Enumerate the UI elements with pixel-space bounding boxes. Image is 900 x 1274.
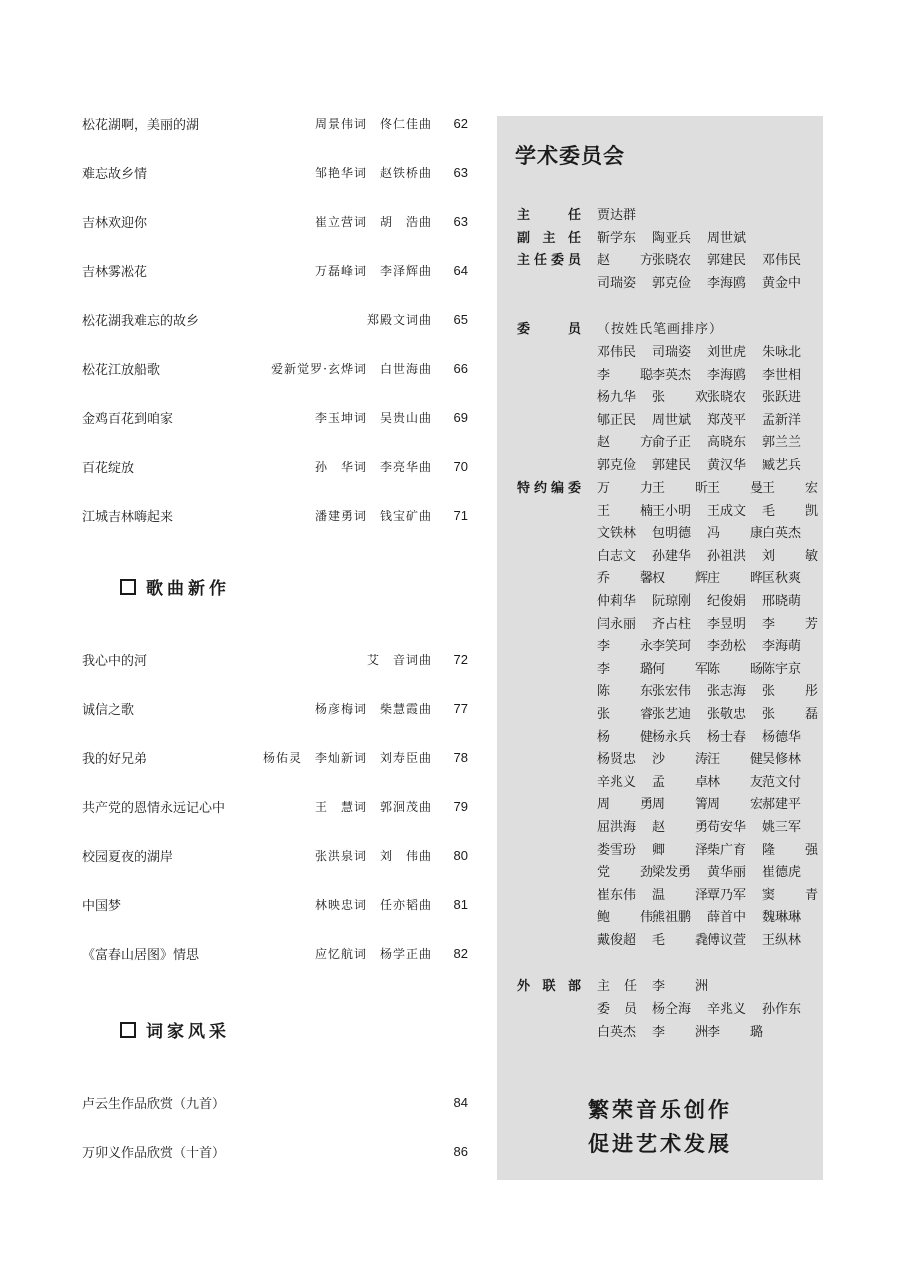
toc-entry-page: 63 (453, 213, 468, 229)
toc-entry-authors: 杨彦梅词 柴慧霞曲 (314, 701, 432, 716)
member-name: 刘世虎 (707, 345, 747, 360)
member-name: 张 彤 (762, 684, 818, 700)
toc-entry-authors: 邹艳华词 赵铁桥曲 (314, 165, 432, 180)
toc-entry-page: 71 (453, 507, 468, 523)
member-name: 郭建民 (652, 458, 692, 473)
member-name: 黄华丽 (707, 865, 747, 881)
member-name: 文铁林 (597, 526, 637, 542)
member-name: 戴俊超 (597, 933, 637, 948)
toc-entry-title: 共产党的恩情永远记心中 (82, 800, 226, 816)
member-name: 屈洪海 (597, 820, 637, 835)
member-name: 王 宏 (762, 481, 818, 496)
member-name: 齐占柱 (652, 616, 692, 632)
committee-label: 主 任 委 员 (517, 253, 581, 268)
member-name: 包明德 (652, 526, 692, 542)
member-name: 邢晓萌 (762, 594, 802, 609)
toc-entry-title: 江城吉林嗨起来 (82, 509, 174, 525)
member-name: 李 璐 (707, 1024, 763, 1040)
member-name: 张志海 (707, 684, 747, 700)
member-name: 俞子正 (652, 435, 692, 451)
toc-entry (82, 1140, 468, 1162)
toc-entry-title: 《富春山居图》情思 (82, 947, 200, 963)
member-name: 李 芳 (762, 616, 818, 632)
toc-entry-page: 77 (453, 700, 468, 716)
member-name: 李 永 (597, 639, 653, 655)
toc-entry-authors: 崔立营词 胡 浩曲 (314, 214, 432, 229)
member-name: 司瑞姿 (652, 345, 692, 360)
toc-entry (82, 455, 468, 477)
member-name: 娄雪玢 (597, 842, 637, 858)
member-name: 辛兆义 (707, 1002, 747, 1017)
toc-entry-title: 我的好兄弟 (82, 751, 148, 767)
member-name: 张 欢 (652, 390, 708, 406)
toc-entry-authors: 潘建勇词 钱宝矿曲 (314, 508, 432, 523)
member-name: 阮琼刚 (652, 594, 692, 609)
member-name: 周 宏 (707, 797, 763, 813)
member-name: 张敬忠 (707, 707, 747, 722)
member-name: 孟 卓 (652, 774, 708, 790)
toc-entry-authors: 孙 华词 李亮华曲 (314, 459, 432, 474)
toc-entry-page: 81 (453, 896, 468, 912)
member-name: 冯 康 (707, 526, 763, 542)
committee-label: 委 员 (517, 322, 581, 337)
member-name: 苟安华 (707, 820, 747, 835)
member-name: 毛 毳 (652, 933, 708, 948)
member-name: 王 楠 (597, 503, 653, 519)
member-name: 柴广育 (707, 842, 747, 858)
member-name: 梁发勇 (652, 865, 692, 881)
toc-entry (82, 112, 468, 134)
member-name: 李世相 (762, 367, 802, 383)
committee-panel (497, 116, 823, 1180)
member-name: 张晓农 (652, 253, 692, 268)
toc-entry-authors: 艾 音词曲 (366, 652, 432, 667)
member-name: 陶亚兵 (652, 231, 692, 246)
member-name: 李海萌 (762, 639, 802, 655)
member-name: 赵 方 (597, 253, 653, 268)
toc-entry (82, 795, 468, 817)
toc-entry-page: 62 (453, 115, 468, 131)
toc-entry (82, 893, 468, 915)
toc-entry-title: 松花湖我难忘的故乡 (82, 313, 200, 329)
member-name: 李昱明 (707, 616, 747, 632)
committee-label: 主 任 (517, 208, 581, 223)
member-name: 赵 方 (597, 435, 653, 451)
member-name: 郭建民 (707, 253, 747, 268)
toc-entry-authors: 李玉坤词 吴贵山曲 (314, 410, 432, 425)
member-name: 郭克俭 (652, 275, 692, 291)
member-name: 杨仝海 (652, 1002, 692, 1017)
member-name: 姚三军 (762, 820, 802, 835)
toc-entry-title: 我心中的河 (82, 653, 148, 669)
member-name: 张宏伟 (652, 684, 692, 700)
member-name: 崔德虎 (762, 865, 802, 881)
toc-entry (82, 406, 468, 428)
member-name: 张艺迪 (652, 707, 692, 722)
member-name: 杨士春 (707, 729, 747, 745)
member-name: 李 璐 (597, 661, 653, 677)
slogan-line-2: 促进艺术发展 (588, 1132, 732, 1156)
member-name: 崔东伟 (597, 887, 637, 903)
member-name: 熊祖鹏 (652, 910, 692, 926)
member-name: 白志文 (597, 548, 637, 564)
member-name: 杨 健 (597, 729, 653, 745)
member-name: 鲍 伟 (597, 910, 653, 926)
toc-entry (82, 942, 468, 964)
toc-entry (82, 697, 468, 719)
member-name: 郇正民 (597, 412, 637, 428)
member-name: 杨贤忠 (597, 752, 637, 768)
member-name: 闫永丽 (597, 616, 637, 632)
member-name: 汪 健 (707, 752, 763, 768)
toc-entry-title: 校园夏夜的湖岸 (82, 849, 174, 865)
member-name: 李劲松 (707, 639, 747, 655)
member-name: 党 劲 (597, 865, 653, 881)
checkbox-square-icon (120, 579, 136, 595)
toc-entry-page: 64 (453, 262, 468, 278)
toc-entry-title: 吉林欢迎你 (82, 215, 148, 231)
toc-entry-page: 80 (453, 847, 468, 863)
toc-entry-authors: 万磊峰词 李泽辉曲 (314, 263, 432, 278)
member-name: 王小明 (652, 503, 692, 519)
member-name: 臧艺兵 (762, 458, 802, 473)
member-name: 郑茂平 (707, 412, 747, 428)
member-name: 薛首中 (707, 910, 747, 926)
committee-note: （按姓氏笔画排序） (597, 322, 724, 337)
member-name: 李海鸥 (707, 367, 747, 383)
member-name: 郭克俭 (597, 458, 637, 473)
member-name: 刘 敏 (762, 548, 818, 564)
toc-entry-page: 82 (453, 945, 468, 961)
committee-label: 委 员 (597, 1002, 637, 1017)
toc-entry (82, 504, 468, 526)
member-name: 孙建华 (652, 548, 692, 564)
member-name: 万 力 (597, 481, 653, 496)
toc-entry-title: 金鸡百花到咱家 (82, 411, 174, 427)
toc-entry-title: 难忘故乡情 (82, 166, 148, 182)
toc-entry-page: 70 (453, 458, 468, 474)
toc-entry-title: 吉林雾凇花 (82, 264, 148, 280)
toc-entry-page: 69 (453, 409, 468, 425)
member-name: 李 洲 (652, 1024, 708, 1040)
member-name: 魏琳琳 (762, 910, 802, 926)
member-name: 傅议萱 (707, 933, 747, 948)
committee-label: 特 约 编 委 (517, 481, 581, 496)
toc-entry-page: 79 (453, 798, 468, 814)
member-name: 沙 涛 (652, 752, 708, 768)
committee-label: 外 联 部 (517, 979, 581, 994)
toc-entry-title: 诚信之歌 (82, 702, 135, 718)
member-name: 张晓农 (707, 390, 747, 406)
member-name: 周世斌 (652, 412, 692, 428)
toc-entry-authors: 周景伟词 佟仁佳曲 (314, 116, 432, 131)
toc-entry (82, 1091, 468, 1113)
member-name: 权 辉 (652, 571, 708, 587)
member-name: 陈宇京 (762, 661, 802, 677)
member-name: 周 箐 (652, 797, 708, 813)
committee-label: 副 主 任 (517, 231, 581, 246)
member-name: 郭兰兰 (762, 435, 802, 451)
member-name: 吴修林 (762, 752, 802, 768)
committee-label: 主 任 (597, 979, 637, 994)
member-name: 温 泽 (652, 887, 708, 903)
member-name: 司瑞姿 (597, 275, 637, 291)
member-name: 邓伟民 (762, 253, 802, 268)
member-name: 匡秋爽 (762, 571, 802, 587)
member-name: 陈 旸 (707, 661, 763, 677)
member-name: 乔 馨 (597, 571, 653, 587)
member-name: 李 聪 (597, 367, 653, 383)
toc-entry-authors: 郑殿文词曲 (366, 312, 432, 327)
member-name: 陈 东 (597, 684, 653, 700)
toc-entry-page: 65 (453, 311, 468, 327)
section-title: 歌曲新作 (146, 579, 230, 599)
member-name: 赵 勇 (652, 820, 708, 835)
slogan-line-1: 繁荣音乐创作 (588, 1098, 732, 1122)
toc-entry-title: 卢云生作品欣赏（九首） (82, 1096, 226, 1112)
member-name: 黄金中 (762, 275, 802, 291)
member-name: 朱咏北 (762, 345, 802, 360)
member-name: 王 曼 (707, 481, 763, 496)
member-name: 郝建平 (762, 797, 802, 813)
member-name: 庄 晔 (707, 571, 763, 587)
member-name: 覃乃军 (707, 887, 747, 903)
toc-entry (82, 308, 468, 330)
toc-entry-authors: 杨佑灵 李灿新词 刘寿臣曲 (262, 750, 432, 765)
member-name: 卿 泽 (652, 842, 708, 858)
checkbox-square-icon (120, 1022, 136, 1038)
member-name: 杨永兵 (652, 729, 692, 745)
member-name: 李海鸥 (707, 275, 747, 291)
toc-entry (82, 259, 468, 281)
toc-entry-page: 78 (453, 749, 468, 765)
toc-entry-title: 松花湖啊，美丽的湖 (82, 117, 200, 133)
toc-entry (82, 746, 468, 768)
member-name: 张跃进 (762, 390, 802, 406)
toc-entry-page: 63 (453, 164, 468, 180)
toc-entry (82, 210, 468, 232)
member-name: 王成文 (707, 503, 747, 519)
member-name: 纪俊娟 (707, 594, 747, 609)
member-name: 贾达群 (597, 208, 637, 223)
member-name: 靳学东 (597, 231, 637, 246)
member-name: 黄汉华 (707, 458, 747, 473)
member-name: 窦 青 (762, 887, 818, 903)
member-name: 周世斌 (707, 231, 747, 246)
committee-title: 学术委员会 (515, 144, 625, 168)
toc-entry (82, 161, 468, 183)
section-title: 词家风采 (146, 1022, 230, 1042)
member-name: 邓伟民 (597, 345, 637, 360)
toc-entry (82, 357, 468, 379)
toc-entry-page: 72 (453, 651, 468, 667)
toc-entry (82, 844, 468, 866)
member-name: 李笑珂 (652, 639, 692, 655)
toc-entry-title: 万卯义作品欣赏（十首） (82, 1145, 226, 1161)
toc-entry (82, 648, 468, 670)
toc-entry-title: 松花江放船歌 (82, 362, 161, 378)
member-name: 王 昕 (652, 481, 708, 496)
toc-entry-authors: 林映忠词 任亦韬曲 (314, 897, 432, 912)
member-name: 何 军 (652, 661, 708, 677)
member-name: 毛 凯 (762, 503, 818, 519)
member-name: 隆 强 (762, 842, 818, 858)
member-name: 张 磊 (762, 707, 818, 722)
member-name: 杨德华 (762, 729, 802, 745)
member-name: 辛兆义 (597, 774, 637, 790)
member-name: 白英杰 (597, 1024, 637, 1040)
toc-entry-authors: 爱新觉罗·玄烨词 白世海曲 (271, 361, 432, 376)
member-name: 周 勇 (597, 797, 653, 813)
member-name: 孙祖洪 (707, 548, 747, 564)
toc-entry-authors: 应忆航词 杨学正曲 (314, 946, 432, 961)
member-name: 白英杰 (762, 526, 802, 542)
member-name: 高晓东 (707, 435, 747, 451)
member-name: 李英杰 (652, 367, 692, 383)
section-heading-lyricists (120, 1017, 230, 1042)
toc-entry-page: 84 (453, 1094, 468, 1110)
toc-entry-page: 86 (453, 1143, 468, 1159)
toc-entry-authors: 张洪泉词 刘 伟曲 (314, 848, 432, 863)
member-name: 杨九华 (597, 390, 637, 406)
toc-entry-page: 66 (453, 360, 468, 376)
member-name: 林 友 (707, 774, 763, 790)
member-name: 王纵林 (762, 933, 802, 948)
toc-entry-authors: 王 慧词 郭洄茂曲 (314, 799, 432, 814)
member-name: 仲莉华 (597, 594, 637, 609)
toc-entry-title: 百花绽放 (82, 460, 135, 476)
member-name: 孟新洋 (762, 412, 802, 428)
member-name: 孙作东 (762, 1002, 802, 1017)
toc-entry-title: 中国梦 (82, 898, 122, 914)
member-name: 张 睿 (597, 707, 653, 722)
member-name: 李 洲 (652, 979, 708, 994)
member-name: 范文付 (762, 774, 802, 790)
section-heading-new-songs (120, 574, 230, 599)
